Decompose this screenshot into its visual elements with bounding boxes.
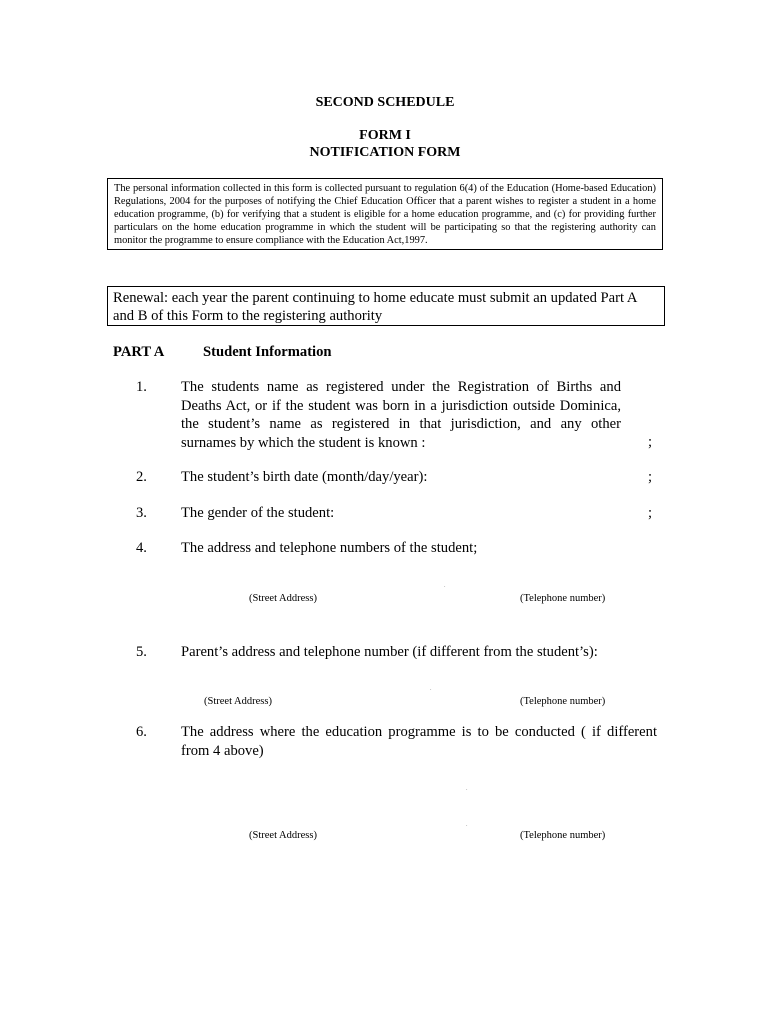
privacy-notice-text: The personal information collected in this form is collected pursuant to regulation 6(4) of the Education (Home-based Education) Regulations, 2004 for the purposes of notifying the Chief Education Officer that a parent wishes to register a student in a home education programme, (b) for verifying that a student is eligible for a home education programme, and (c) for providing further particulars on the home education programme in which the student will be participating so that the registering authority can monitor the programme to ensure compliance with the Education Act,1997. [114,183,656,246]
item-5-number: 5. [136,644,147,660]
part-a-title: Student Information [203,344,332,360]
item-5-street-address-caption: (Street Address) [204,696,272,707]
item-6-separator-mark-upper: . [466,786,468,792]
form-number: FORM I [359,128,411,143]
renewal-notice-box [107,286,665,326]
item-3-text: The gender of the student: [181,505,335,521]
item-2-number: 2. [136,469,147,485]
item-3-number: 3. [136,505,147,521]
item-2-text: The student’s birth date (month/day/year): [181,469,428,485]
form-title: NOTIFICATION FORM [309,145,461,160]
item-6-text: The address where the education programme is to be conducted ( if different from 4 above) [181,724,657,759]
privacy-notice-box [107,178,663,250]
item-1-terminator: ; [648,434,653,450]
item-4-telephone-caption: (Telephone number) [520,593,606,604]
renewal-notice-text: Renewal: each year the parent continuing to home educate must submit an updated Part A and B of this Form to the registering authority [113,290,637,324]
item-4-number: 4. [136,540,147,556]
schedule-title: SECOND SCHEDULE [315,95,455,110]
item-4-separator-mark: . [444,583,446,589]
item-5-telephone-caption: (Telephone number) [520,696,606,707]
item-2-terminator: ; [648,469,653,485]
item-6-separator-mark-lower: . [466,822,468,828]
item-5-text: Parent’s address and telephone number (if different from the student’s): [181,644,598,660]
item-6-telephone-caption: (Telephone number) [520,830,606,841]
item-6-number: 6. [136,724,147,740]
item-6-street-address-caption: (Street Address) [249,830,317,841]
item-5-separator-mark: . [430,686,432,692]
item-4-text: The address and telephone numbers of the student; [181,540,478,556]
item-1-number: 1. [136,379,147,395]
item-1-text: The students name as registered under the Registration of Births and Deaths Act, or if the student was born in a jurisdiction outside Dominica, the student’s name as registered in that jurisdiction, and any other surnames by which the student is known : [181,379,621,451]
part-a-label: PART A [113,344,165,360]
item-4-street-address-caption: (Street Address) [249,593,317,604]
item-3-terminator: ; [648,505,653,521]
